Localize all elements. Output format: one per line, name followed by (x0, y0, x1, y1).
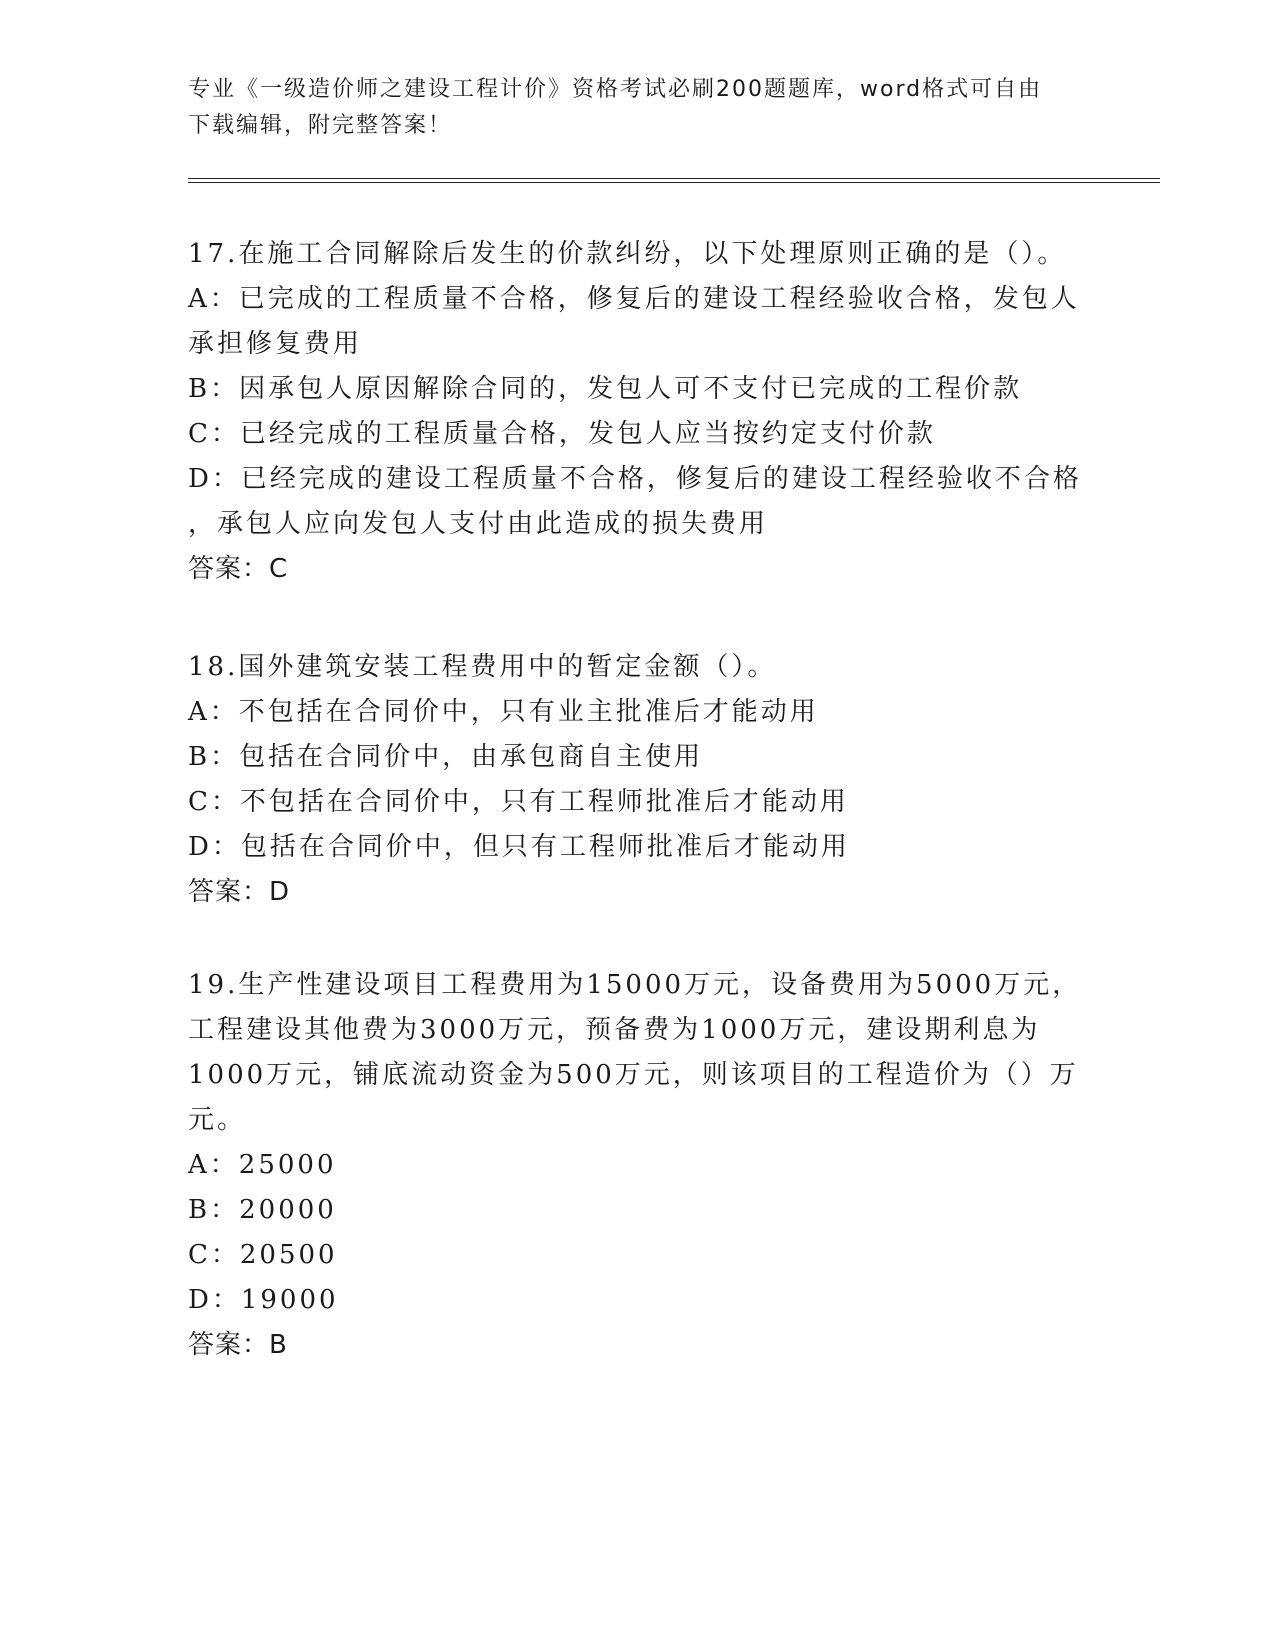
question-19-option-b: B：20000 (188, 1195, 337, 1225)
header-line-1: 专业《一级造价师之建设工程计价》资格考试必刷200题题库，word格式可自由 (188, 77, 1043, 102)
question-19-option-d: D：19000 (188, 1285, 339, 1315)
question-17-stem: 17.在施工合同解除后发生的价款纠纷，以下处理原则正确的是（）。 (188, 239, 1067, 269)
question-19-option-c: C：20500 (188, 1240, 338, 1270)
header-divider (188, 178, 1160, 183)
question-17-option-b: B：因承包人原因解除合同的，发包人可不支付已完成的工程价款 (188, 374, 1023, 404)
question-18 (188, 645, 1088, 915)
question-17-option-a-cont: 承担修复费用 (188, 329, 363, 359)
question-19-stem-cont-2: 1000万元，铺底流动资金为500万元，则该项目的工程造价为（）万 (188, 1060, 1079, 1090)
question-17-option-d-cont: ，承包人应向发包人支付由此造成的损失费用 (188, 509, 769, 539)
question-18-answer: 答案：D (188, 877, 291, 907)
question-18-stem: 18.国外建筑安装工程费用中的暂定金额（）。 (188, 652, 777, 682)
question-17-option-d: D：已经完成的建设工程质量不合格，修复后的建设工程经验收不合格 (188, 464, 1082, 494)
question-19-stem: 19.生产性建设项目工程费用为15000万元，设备费用为5000万元， (188, 970, 1082, 1000)
question-17-answer: 答案：C (188, 554, 289, 584)
question-19-stem-cont-3: 元。 (188, 1105, 247, 1135)
question-18-option-c: C：不包括在合同价中，只有工程师批准后才能动用 (188, 787, 849, 817)
question-19 (188, 963, 1088, 1368)
document-header (188, 72, 1088, 144)
question-18-option-a: A：不包括在合同价中，只有业主批准后才能动用 (188, 697, 819, 727)
question-17 (188, 232, 1088, 592)
question-19-stem-cont-1: 工程建设其他费为3000万元，预备费为1000万元，建设期利息为 (188, 1015, 1041, 1045)
question-18-option-d: D：包括在合同价中，但只有工程师批准后才能动用 (188, 832, 850, 862)
question-19-answer: 答案：B (188, 1330, 288, 1360)
question-18-option-b: B：包括在合同价中，由承包商自主使用 (188, 742, 704, 772)
question-17-option-c: C：已经完成的工程质量合格，发包人应当按约定支付价款 (188, 419, 936, 449)
question-19-option-a: A：25000 (188, 1150, 337, 1180)
header-line-2: 下载编辑，附完整答案！ (188, 113, 453, 138)
question-17-option-a: A：已完成的工程质量不合格，修复后的建设工程经验收合格，发包人 (188, 284, 1080, 314)
